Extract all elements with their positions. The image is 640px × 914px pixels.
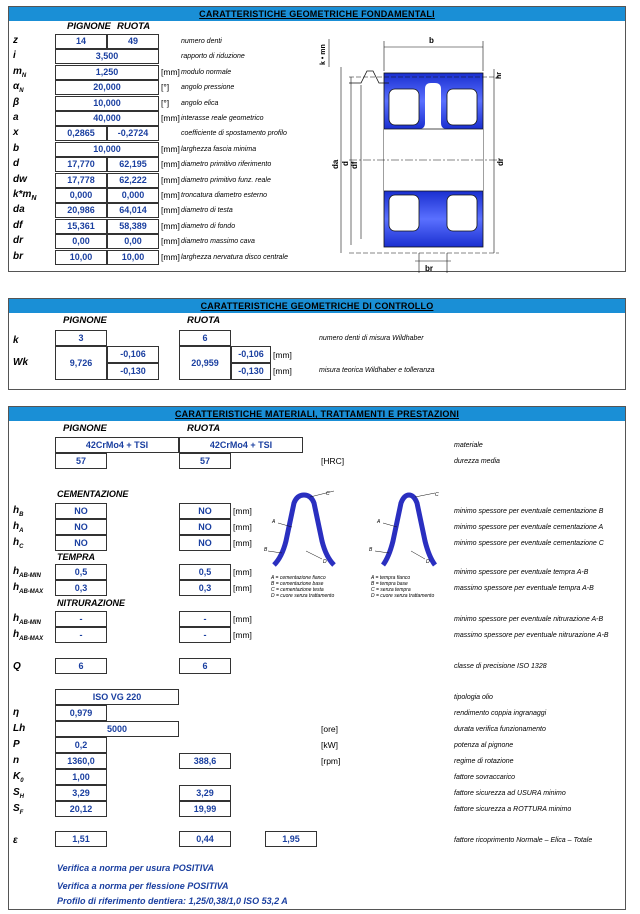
perf-ruota-3[interactable]: 388,6	[179, 753, 231, 769]
description-6: coefficiente di spostamento profilo	[181, 130, 287, 138]
svg-text:C: C	[326, 491, 330, 497]
eps-description: fattore ricoprimento Normale – Elica – Totale	[454, 837, 593, 844]
q-description: classe di precisione ISO 1328	[454, 663, 547, 670]
wk-ruota-tol-upper[interactable]: -0,106	[231, 346, 271, 363]
value-5[interactable]: 40,000	[55, 111, 159, 126]
dim-df: df	[350, 161, 359, 169]
wk-pignone-tol-lower[interactable]: -0,130	[107, 363, 159, 380]
tempra-symbol-0: $h_{AB-MIN}$	[13, 566, 41, 579]
nitrurazione-pignone-1[interactable]: -	[55, 627, 107, 643]
unit-10: [mm]	[161, 190, 180, 200]
eps-normal[interactable]: 1,51	[55, 831, 107, 847]
symbol-10: $k*m_N$	[13, 189, 37, 202]
value-ruota-12[interactable]: 58,389	[107, 219, 159, 234]
panel-materials-performance	[8, 406, 626, 910]
nitrurazione-symbol-1: $h_{AB-MAX}$	[13, 629, 44, 642]
cementazione-description-1: minimo spessore per eventuale cementazione A	[454, 524, 604, 531]
dim-dr: dr	[496, 158, 505, 166]
cementazione-pignone-2[interactable]: NO	[55, 535, 107, 551]
symbol-1: i	[13, 50, 16, 62]
wk-unit-upper: [mm]	[273, 350, 292, 360]
unit-13: [mm]	[161, 236, 180, 247]
unit-2: [mm]	[161, 66, 180, 77]
wk-unit-lower: [mm]	[273, 366, 292, 376]
wk-pignone-value[interactable]: 9,726	[55, 346, 107, 380]
dim-b: b	[429, 36, 434, 45]
k-pignone-value[interactable]: 3	[55, 330, 107, 346]
symbol-2: $m_N$	[13, 65, 27, 79]
description-14: larghezza nervatura disco centrale	[181, 253, 289, 261]
verification-wear: Verifica a norma per usura POSITIVA	[57, 863, 215, 873]
description-12: diametro di fondo	[181, 222, 236, 230]
perf-description-4: fattore sovraccarico	[454, 774, 516, 781]
panel1-title: CARATTERISTICHE GEOMETRICHE FONDAMENTALI	[9, 7, 625, 21]
k-description: numero denti di misura Wildhaber	[319, 335, 424, 342]
value-2[interactable]: 1,250	[55, 65, 159, 80]
svg-text:B: B	[369, 547, 373, 553]
symbol-9: dw	[13, 173, 27, 185]
value-ruota-0[interactable]: 49	[107, 34, 159, 49]
wk-ruota-value[interactable]: 20,959	[179, 346, 231, 380]
eps-total[interactable]: 1,95	[265, 831, 317, 847]
perf-pignone-5[interactable]: 3,29	[55, 785, 107, 801]
perf-description-5: fattore sicurezza ad USURA minimo	[454, 790, 566, 797]
value-7[interactable]: 10,000	[55, 142, 159, 157]
nitrurazione-unit-1: [mm]	[233, 630, 252, 640]
tempra-unit-1: [mm]	[233, 583, 252, 593]
svg-text:A: A	[272, 519, 276, 525]
value-4[interactable]: 10,000	[55, 96, 159, 111]
perf-symbol-0: η	[13, 707, 20, 718]
cementazione-ruota-0[interactable]: NO	[179, 503, 231, 519]
value-pignone-0[interactable]: 14	[55, 34, 107, 49]
symbol-4: β	[13, 96, 20, 108]
perf-pignone-4[interactable]: 1,00	[55, 769, 107, 785]
svg-text:D: D	[323, 559, 327, 565]
col-ruota: RUOTA	[187, 315, 221, 326]
tempra-pignone-1[interactable]: 0,3	[55, 580, 107, 596]
perf-pignone-6[interactable]: 20,12	[55, 801, 107, 817]
symbol-6: x	[13, 127, 19, 139]
value-pignone-11[interactable]: 20,986	[55, 203, 107, 218]
value-pignone-13[interactable]: 0,00	[55, 234, 107, 249]
legend-cem-c: C = cementazione testa	[271, 587, 324, 593]
description-8: diametro primitivo riferimento	[181, 161, 272, 169]
tooth-tempra-diagram	[369, 487, 449, 569]
dim-br: br	[425, 264, 433, 273]
nitrurazione-symbol-0: $h_{AB-MIN}$	[13, 613, 41, 626]
perf-unit-2: [kW]	[321, 740, 338, 750]
k-symbol: k	[13, 335, 19, 346]
value-ruota-14[interactable]: 10,00	[107, 250, 159, 265]
value-pignone-12[interactable]: 15,361	[55, 219, 107, 234]
symbol-14: br	[13, 250, 23, 262]
nitrurazione-pignone-0[interactable]: -	[55, 611, 107, 627]
legend-tempra-d: D = cuore senza trattamento	[371, 593, 435, 599]
value-ruota-6[interactable]: -0,2724	[107, 126, 159, 141]
nitrurazione-ruota-1[interactable]: -	[179, 627, 231, 643]
nitrurazione-description-1: massimo spessore per eventuale nitrurazione A-B	[454, 632, 609, 639]
dim-da: da	[331, 159, 340, 169]
symbol-13: dr	[13, 235, 23, 247]
panel2-title: CARATTERISTICHE GEOMETRICHE DI CONTROLLO	[9, 299, 625, 313]
gear-cross-section-diagram	[309, 29, 509, 273]
description-10: troncatura diametro esterno	[181, 192, 267, 199]
oil-type[interactable]: ISO VG 220	[55, 689, 179, 705]
svg-text:B: B	[264, 547, 268, 553]
description-11: diametro di testa	[181, 207, 233, 215]
perf-value-1[interactable]: 5000	[55, 721, 179, 737]
q-symbol: Q	[13, 661, 21, 672]
svg-text:C: C	[435, 492, 439, 498]
col-pignone: PIGNONE	[67, 21, 111, 32]
description-9: diametro primitivo funz. reale	[181, 176, 271, 184]
tooth-cementation-diagram	[264, 487, 344, 569]
tempra-title: TEMPRA	[57, 552, 95, 562]
description-3: angolo pressione	[181, 84, 235, 92]
value-3[interactable]: 20,000	[55, 80, 159, 95]
svg-text:D: D	[426, 559, 430, 565]
perf-ruota-5[interactable]: 3,29	[179, 785, 231, 801]
dim-hr: hr	[496, 72, 503, 79]
unit-5: [mm]	[161, 113, 180, 123]
symbol-11: da	[13, 204, 25, 216]
eps-symbol: ε	[13, 835, 18, 846]
value-pignone-10[interactable]: 0,000	[55, 188, 107, 203]
k-ruota-value[interactable]: 6	[179, 330, 231, 346]
tempra-ruota-0[interactable]: 0,5	[179, 564, 231, 580]
material-description: materiale	[454, 442, 483, 449]
description-2: modulo normale	[181, 68, 232, 76]
cementazione-unit-2: [mm]	[233, 538, 252, 548]
perf-unit-3: [rpm]	[321, 756, 341, 766]
description-1: rapporto di riduzione	[181, 53, 245, 61]
wk-ruota-tol-lower[interactable]: -0,130	[231, 363, 271, 380]
cementazione-pignone-0[interactable]: NO	[55, 503, 107, 519]
material-ruota[interactable]: 42CrMo4 + TSI	[179, 437, 303, 453]
legend-cem-d: D = cuore senza trattamento	[271, 593, 335, 599]
nitrurazione-title: NITRURAZIONE	[57, 598, 125, 608]
hardness-ruota[interactable]: 57	[179, 453, 231, 469]
perf-description-2: potenza al pignone	[454, 742, 514, 749]
value-pignone-6[interactable]: 0,2865	[55, 126, 107, 141]
wk-symbol: Wk	[13, 357, 28, 368]
description-4: angolo elica	[181, 99, 219, 107]
cementazione-symbol-1: $h_A$	[13, 521, 24, 534]
tempra-symbol-1: $h_{AB-MAX}$	[13, 582, 44, 595]
unit-9: [mm]	[161, 174, 180, 185]
col-pignone: PIGNONE	[63, 423, 107, 434]
symbol-3: $\alpha_N$	[13, 81, 24, 95]
perf-symbol-6: $S_F$	[13, 803, 24, 816]
unit-7: [mm]	[161, 143, 180, 154]
q-pignone[interactable]: 6	[55, 658, 107, 674]
symbol-7: b	[13, 142, 20, 154]
dim-d: d	[341, 161, 350, 166]
tempra-description-1: massimo spessore per eventuale tempra A-B	[454, 585, 594, 592]
verification-profile: Profilo di riferimento dentiera: 1,25/0,38/1,0 ISO 53,2 A	[57, 896, 288, 906]
wk-description: misura teorica Wildhaber e tolleranza	[319, 367, 435, 374]
perf-symbol-5: $S_H$	[13, 787, 25, 800]
unit-3: [°]	[161, 82, 170, 93]
perf-symbol-1: Lh	[13, 723, 26, 734]
description-0: numero denti	[181, 38, 222, 45]
value-ruota-8[interactable]: 62,195	[107, 157, 159, 172]
cementazione-title: CEMENTAZIONE	[57, 489, 129, 499]
perf-symbol-4: $K_0$	[13, 771, 24, 784]
material-pignone[interactable]: 42CrMo4 + TSI	[55, 437, 179, 453]
perf-description-3: regime di rotazione	[454, 758, 514, 765]
description-5: interasse reale geometrico	[181, 115, 264, 122]
cementazione-unit-1: [mm]	[233, 522, 252, 532]
symbol-0: z	[13, 35, 18, 46]
value-ruota-9[interactable]: 62,222	[107, 173, 159, 188]
cementazione-symbol-0: $h_B$	[13, 505, 24, 518]
symbol-5: a	[13, 112, 19, 123]
tempra-ruota-1[interactable]: 0,3	[179, 580, 231, 596]
perf-description-6: fattore sicurezza a ROTTURA minimo	[454, 806, 572, 813]
value-1[interactable]: 3,500	[55, 49, 159, 64]
nitrurazione-unit-0: [mm]	[233, 614, 252, 624]
unit-14: [mm]	[161, 251, 180, 262]
tempra-description-0: minimo spessore per eventuale tempra A-B	[454, 569, 589, 576]
svg-text:A: A	[377, 519, 381, 525]
perf-pignone-0[interactable]: 0,979	[55, 705, 107, 721]
cementazione-description-0: minimo spessore per eventuale cementazione B	[454, 508, 604, 515]
perf-description-0: rendimento coppia ingranaggi	[454, 710, 547, 717]
hardness-unit: [HRC]	[321, 456, 345, 466]
symbol-12: df	[13, 219, 23, 231]
col-ruota: RUOTA	[117, 21, 151, 32]
hardness-pignone[interactable]: 57	[55, 453, 107, 469]
value-pignone-8[interactable]: 17,770	[55, 157, 107, 172]
perf-description-1: durata verifica funzionamento	[454, 726, 546, 733]
value-ruota-13[interactable]: 0,00	[107, 234, 159, 249]
description-7: larghezza fascia minima	[181, 145, 257, 153]
legend-cem-b: B = cementazione base	[271, 581, 324, 587]
unit-12: [mm]	[161, 220, 180, 231]
wk-pignone-tol-upper[interactable]: -0,106	[107, 346, 159, 363]
cementazione-unit-0: [mm]	[233, 506, 252, 516]
cementazione-ruota-2[interactable]: NO	[179, 535, 231, 551]
q-ruota[interactable]: 6	[179, 658, 231, 674]
panel-geometric-fundamentals	[8, 6, 626, 272]
symbol-8: d	[13, 158, 20, 170]
verification-bending: Verifica a norma per flessione POSITIVA	[57, 881, 229, 891]
col-ruota: RUOTA	[187, 423, 221, 434]
col-pignone: PIGNONE	[63, 315, 107, 326]
nitrurazione-ruota-0[interactable]: -	[179, 611, 231, 627]
perf-pignone-3[interactable]: 1360,0	[55, 753, 107, 769]
perf-pignone-2[interactable]: 0,2	[55, 737, 107, 753]
cementazione-description-2: minimo spessore per eventuale cementazione C	[454, 540, 604, 547]
perf-symbol-2: P	[13, 739, 20, 750]
eps-helix[interactable]: 0,44	[179, 831, 231, 847]
unit-8: [mm]	[161, 159, 180, 170]
cementazione-symbol-2: $h_C$	[13, 537, 24, 550]
description-13: diametro massimo cava	[181, 238, 255, 246]
value-pignone-9[interactable]: 17,778	[55, 173, 107, 188]
nitrurazione-description-0: minimo spessore per eventuale nitrurazione A-B	[454, 616, 604, 623]
legend-tempra-b: B = tempra base	[371, 581, 408, 587]
oil-description: tipologia olio	[454, 694, 493, 701]
panel3-title: CARATTERISTICHE MATERIALI, TRATTAMENTI E PRESTAZIONI	[9, 407, 625, 421]
perf-symbol-3: n	[13, 755, 20, 766]
unit-4: [°]	[161, 97, 170, 108]
value-ruota-10[interactable]: 0,000	[107, 188, 159, 203]
cementazione-pignone-1[interactable]: NO	[55, 519, 107, 535]
perf-unit-1: [ore]	[321, 724, 339, 734]
hardness-description: durezza media	[454, 458, 500, 465]
perf-ruota-6[interactable]: 19,99	[179, 801, 231, 817]
value-pignone-14[interactable]: 10,00	[55, 250, 107, 265]
legend-tempra-a: A = tempra fianco	[371, 575, 411, 581]
panel-control-geometry	[8, 298, 626, 390]
unit-11: [mm]	[161, 205, 180, 216]
legend-cem-a: A = cementazione fianco	[271, 575, 326, 581]
value-ruota-11[interactable]: 64,014	[107, 203, 159, 218]
tempra-pignone-0[interactable]: 0,5	[55, 564, 107, 580]
tempra-unit-0: [mm]	[233, 567, 252, 577]
dim-kmn: k • mn	[320, 44, 327, 65]
legend-tempra-c: C = senza tempra	[371, 587, 411, 593]
cementazione-ruota-1[interactable]: NO	[179, 519, 231, 535]
